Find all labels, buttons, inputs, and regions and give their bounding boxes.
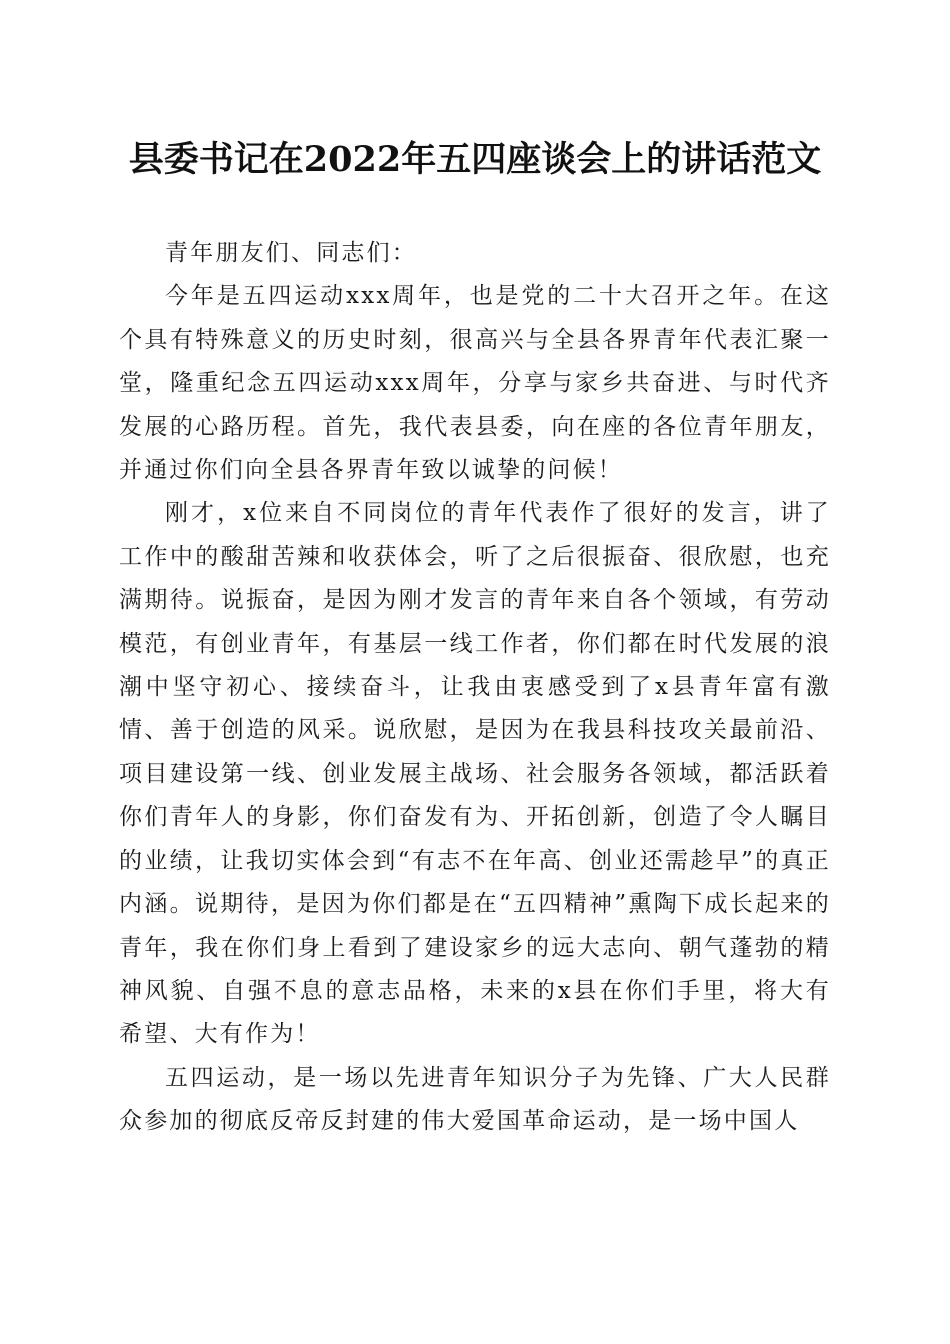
body-paragraph-1: 今年是五四运动xxx周年，也是党的二十大召开之年。在这个具有特殊意义的历史时刻，很高兴与全县各界青年代表汇聚一堂，隆重纪念五四运动xxx周年，分享与家乡共奋进、与时代齐发展的心路历程。首先，我代表县委，向在座的各位青年朋友，并通过你们向全县各界青年致以诚挚的问候！	[119, 283, 831, 484]
document-body	[119, 232, 831, 1144]
body-paragraph-2: 刚才，x位来自不同岗位的青年代表作了很好的发言，讲了工作中的酸甜苦辣和收获体会，听了之后很振奋、很欣慰，也充满期待。说振奋，是因为刚才发言的青年来自各个领域，有劳动模范，有创业青年，有基层一线工作者，你们都在时代发展的浪潮中坚守初心、接续奋斗，让我由衷感受到了x县青年富有激情、善于创造的风采。说欣慰，是因为在我县科技攻关最前沿、项目建设第一线、创业发展主战场、社会服务各领域，都活跃着你们青年人的身影，你们奋发有为、开拓创新，创造了令人瞩目的业绩，让我切实体会到“有志不在年高、创业还需趁早”的真正内涵。说期待，是因为你们都是在“五四精神”熏陶下成长起来的青年，我在你们身上看到了建设家乡的远大志向、朝气蓬勃的精神风貌、自强不息的意志品格，未来的x县在你们手里，将大有希望、大有作为！	[119, 500, 831, 1048]
greeting-paragraph: 青年朋友们、同志们：	[165, 240, 417, 266]
body-paragraph-3: 五四运动，是一场以先进青年知识分子为先锋、广大人民群众参加的彻底反帝反封建的伟大爱国革命运动，是一场中国人	[119, 1064, 831, 1135]
document-title: 县委书记在2022年五四座谈会上的讲话范文	[128, 139, 822, 180]
